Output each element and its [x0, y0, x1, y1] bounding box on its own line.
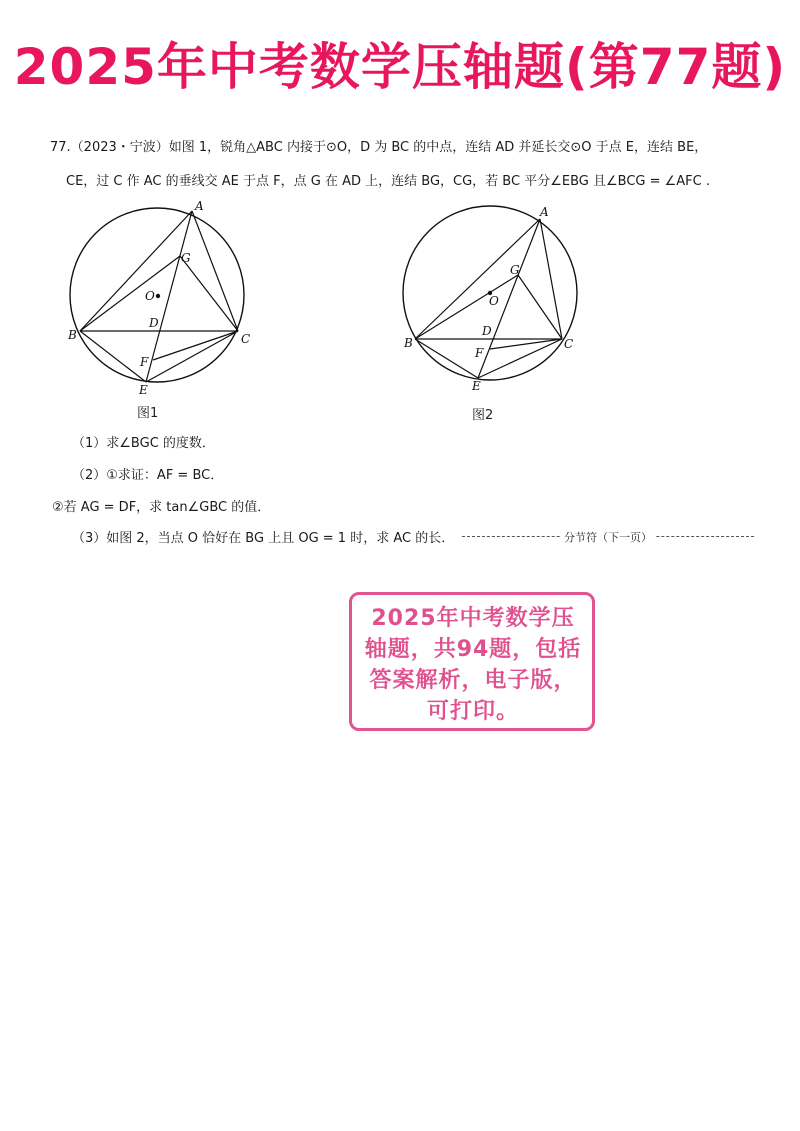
label-e: E	[139, 383, 148, 396]
label-a: A	[195, 199, 204, 213]
problem-statement-line-1: 77.（2023・宁波）如图 1，锐角△ABC 内接于⊙O，D 为 BC 的中点，连结 AD 并延长交⊙O 于点 E，连结 BE，	[50, 140, 708, 155]
figure-2-diagram	[394, 196, 594, 396]
label-d: D	[482, 324, 492, 338]
label-c: C	[564, 337, 574, 351]
label-o: O	[145, 289, 155, 303]
label-f: F	[140, 355, 149, 369]
label-g: G	[510, 263, 520, 277]
figure-2	[394, 196, 594, 396]
label-b: B	[404, 336, 413, 350]
segment-bg	[80, 256, 180, 331]
center-o-dot	[156, 294, 160, 298]
segment-ac	[540, 219, 562, 339]
segment-ac	[192, 211, 238, 331]
figure-1	[60, 196, 260, 396]
question-2-part-2: ②若 AG = DF，求 tan∠GBC 的值．	[52, 500, 271, 515]
label-e: E	[472, 379, 481, 393]
label-a: A	[540, 205, 549, 219]
segment-be	[80, 331, 146, 382]
promo-box	[349, 592, 595, 731]
figure-2-caption: 图2	[472, 408, 494, 423]
problem-statement-line-2: CE，过 C 作 AC 的垂线交 AE 于点 F，点 G 在 AD 上，连结 BG，CG，若 BC 平分∠EBG 且∠BCG = ∠AFC .	[66, 174, 710, 189]
label-g: G	[181, 251, 191, 265]
label-c: C	[241, 332, 251, 346]
segment-cf	[153, 331, 238, 360]
label-b: B	[68, 328, 77, 342]
question-1: （1）求∠BGC 的度数．	[72, 436, 215, 451]
segment-bg	[415, 275, 518, 339]
figure-1-diagram	[60, 196, 260, 396]
question-2-part-1: （2）①求证：AF = BC．	[72, 468, 224, 483]
segment-be	[415, 339, 478, 378]
page-title: 2025年中考数学压轴题(第77题)	[13, 38, 787, 96]
section-break-label: 分节符（下一页）	[560, 529, 656, 545]
question-3: （3）如图 2，当点 O 恰好在 BG 上且 OG = 1 时，求 AC 的长．	[72, 531, 455, 546]
segment-cg	[180, 256, 238, 331]
label-f: F	[475, 346, 484, 360]
promo-text: 2025年中考数学压轴题，共94题，包括答案解析，电子版，可打印。	[364, 606, 582, 724]
label-o: O	[489, 294, 499, 308]
label-d: D	[149, 316, 159, 330]
segment-cg	[518, 275, 562, 339]
figure-1-caption: 图1	[137, 406, 159, 421]
segment-ab	[80, 211, 192, 331]
